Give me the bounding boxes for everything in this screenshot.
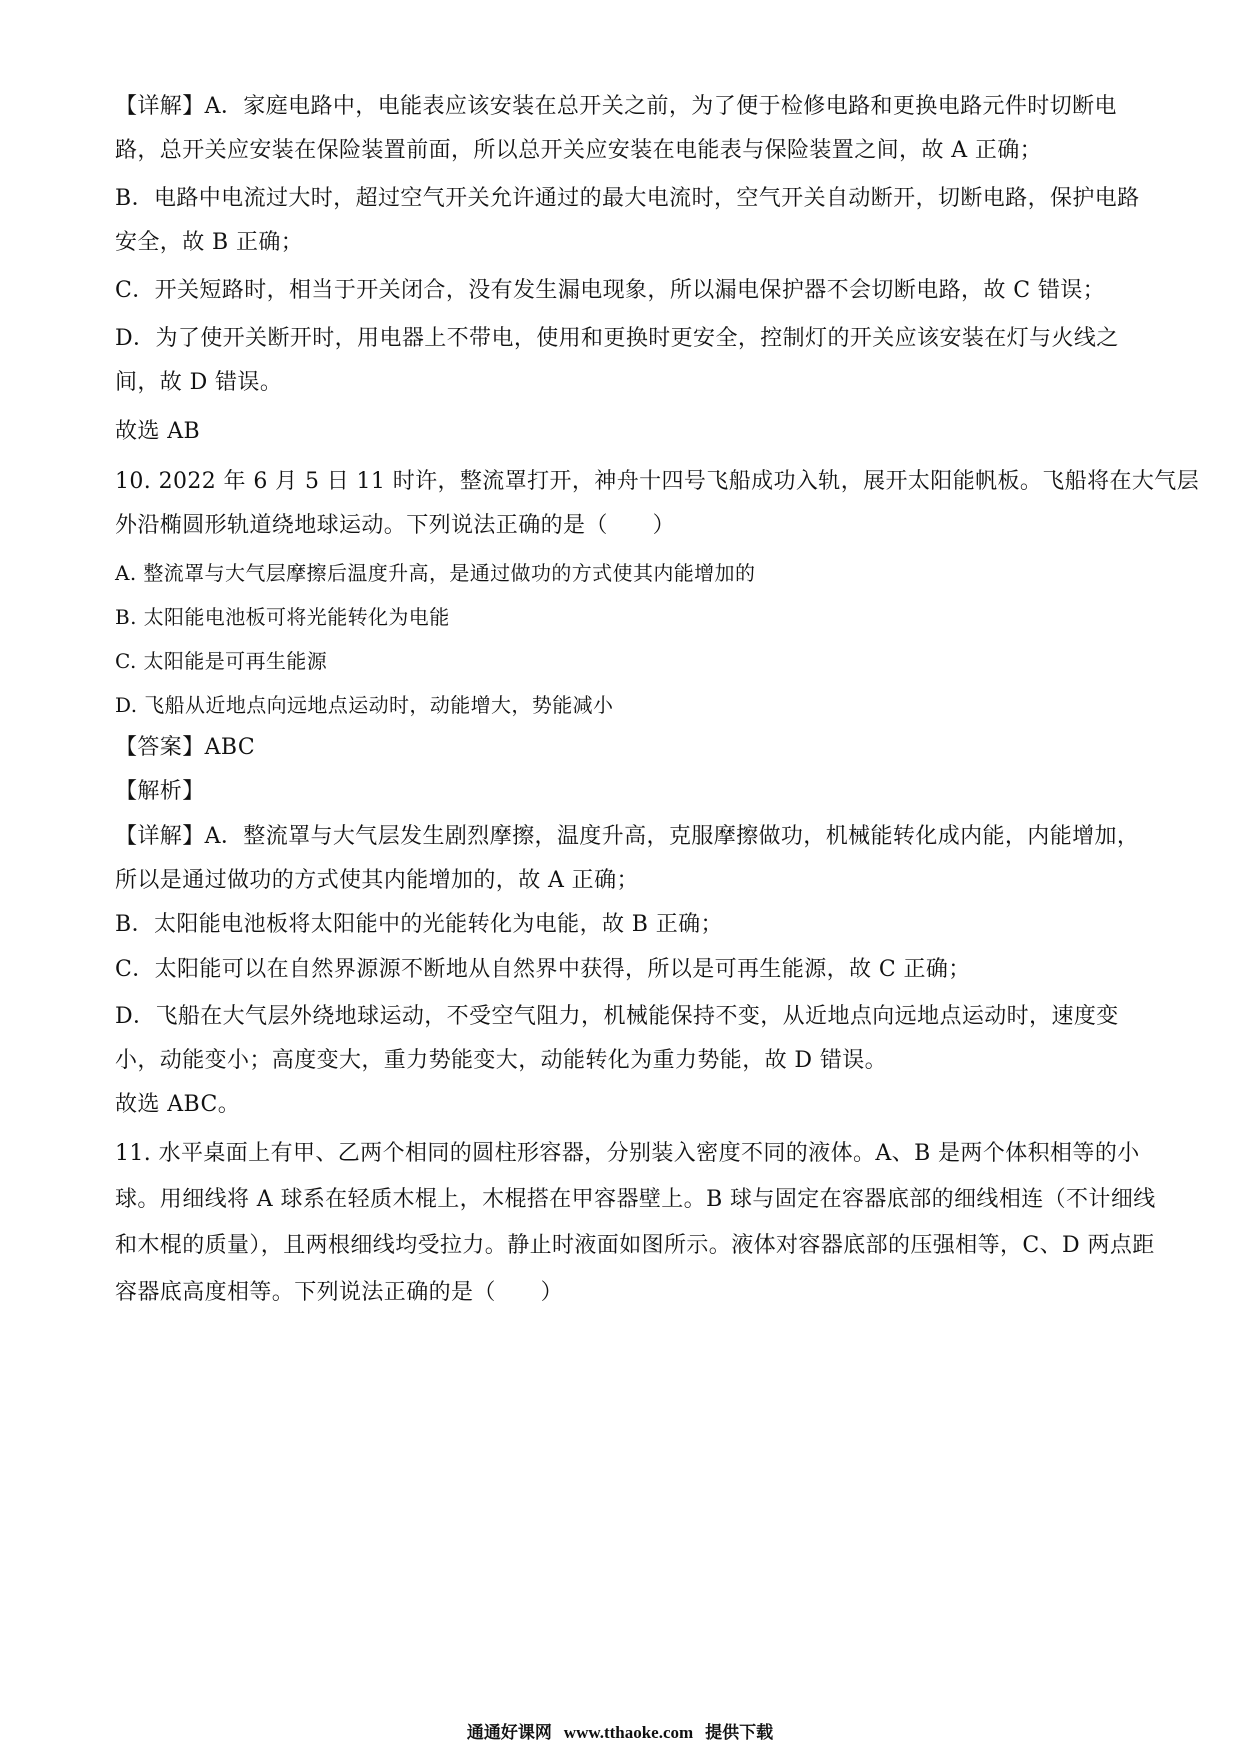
q11-stem-line3: 和木棍的质量），且两根细线均受拉力。静止时液面如图所示。液体对容器底部的压强相等，C、D 两点距 xyxy=(115,1233,1155,1258)
q10-stem-line1: 10. 2022 年 6 月 5 日 11 时许，整流罩打开，神舟十四号飞船成功入轨，展开太阳能帆板。飞船将在大气层 xyxy=(115,469,1200,494)
q9-detail-d-line1: D．为了使开关断开时，用电器上不带电，使用和更换时更安全，控制灯的开关应该安装在灯与火线之 xyxy=(115,326,1119,351)
q11-stem-line1: 11. 水平桌面上有甲、乙两个相同的圆柱形容器，分别装入密度不同的液体。A、B 是两个体积相等的小 xyxy=(115,1141,1140,1166)
q10-option-d: D. 飞船从近地点向远地点运动时，动能增大，势能减小 xyxy=(115,693,614,717)
q11-stem-line2: 球。用细线将 A 球系在轻质木棍上，木棍搭在甲容器壁上。B 球与固定在容器底部的细线相连（不计细线 xyxy=(115,1187,1156,1212)
q9-detail-d-line2: 间，故 D 错误。 xyxy=(115,370,283,395)
q10-option-b: B. 太阳能电池板可将光能转化为电能 xyxy=(115,605,450,629)
q9-detail-b-line2: 安全，故 B 正确； xyxy=(115,230,304,255)
q10-detail-b-line1: B．太阳能电池板将太阳能中的光能转化为电能，故 B 正确； xyxy=(115,912,723,937)
q10-option-c: C. 太阳能是可再生能源 xyxy=(115,649,328,673)
footer-url-link[interactable]: www.tthaoke.com xyxy=(563,1723,694,1742)
q11-stem-line4: 容器底高度相等。下列说法正确的是（ ） xyxy=(115,1280,564,1305)
q9-detail-c-line1: C．开关短路时，相当于开关闭合，没有发生漏电现象，所以漏电保护器不会切断电路，故 C 错误； xyxy=(115,278,1106,303)
q9-detail-a-line1: 【详解】A．家庭电路中，电能表应该安装在总开关之前，为了便于检修电路和更换电路元件时切断电 xyxy=(115,94,1117,119)
footer-suffix: 提供下载 xyxy=(705,1723,774,1743)
q10-detail-a-line1: 【详解】A．整流罩与大气层发生剧烈摩擦，温度升高，克服摩擦做功，机械能转化成内能，内能增加， xyxy=(115,824,1140,849)
q10-detail-c-line1: C．太阳能可以在自然界源源不断地从自然界中获得，所以是可再生能源，故 C 正确； xyxy=(115,957,971,982)
q10-analysis-heading: 【解析】 xyxy=(115,779,205,804)
page-footer xyxy=(0,1722,1240,1744)
q9-detail-b-line1: B．电路中电流过大时，超过空气开关允许通过的最大电流时，空气开关自动断开，切断电路，保护电路 xyxy=(115,186,1140,211)
q9-detail-a-line2: 路，总开关应安装在保险装置前面，所以总开关应安装在电能表与保险装置之间，故 A 正确； xyxy=(115,138,1043,163)
q10-detail-d-line1: D．飞船在大气层外绕地球运动，不受空气阻力，机械能保持不变，从近地点向远地点运动时，速度变 xyxy=(115,1004,1119,1029)
q10-detail-d-line2: 小，动能变小；高度变大，重力势能变大，动能转化为重力势能，故 D 错误。 xyxy=(115,1048,888,1073)
q10-detail-a-line2: 所以是通过做功的方式使其内能增加的，故 A 正确； xyxy=(115,868,639,893)
footer-site-name: 通通好课网 xyxy=(466,1723,552,1743)
q10-answer: 【答案】ABC xyxy=(115,735,256,760)
q10-choice: 故选 ABC。 xyxy=(115,1092,241,1117)
q9-choice: 故选 AB xyxy=(115,419,201,444)
q10-option-a: A. 整流罩与大气层摩擦后温度升高，是通过做功的方式使其内能增加的 xyxy=(115,561,756,585)
q10-stem-line2: 外沿椭圆形轨道绕地球运动。下列说法正确的是（ ） xyxy=(115,513,676,538)
